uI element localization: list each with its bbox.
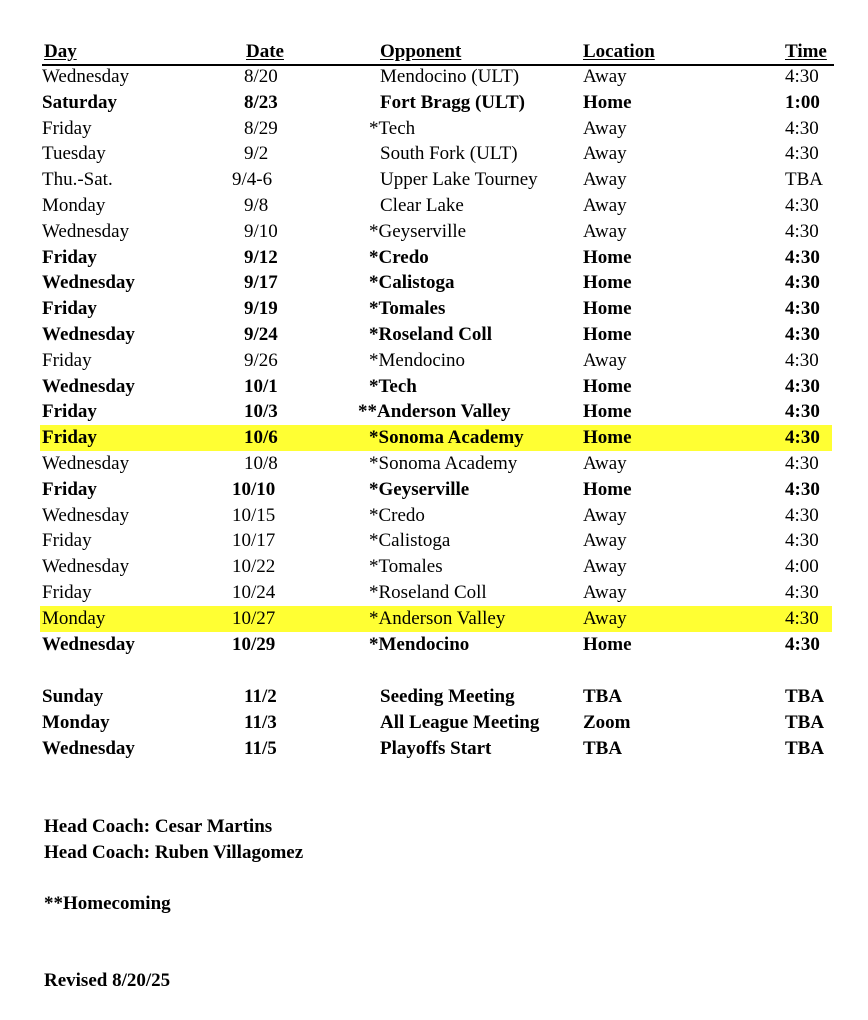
event-day: Sunday bbox=[42, 686, 104, 707]
game-location: Away bbox=[583, 66, 627, 87]
game-time: 4:30 bbox=[785, 117, 819, 139]
head-coach-2: Head Coach: Ruben Villagomez bbox=[44, 842, 304, 863]
game-day: Wednesday bbox=[42, 556, 130, 578]
game-location: Away bbox=[583, 220, 627, 242]
game-opponent: *Tomales bbox=[369, 556, 443, 578]
game-opponent: Clear Lake bbox=[380, 194, 464, 216]
game-time: TBA bbox=[785, 169, 823, 191]
game-opponent: *Credo bbox=[369, 504, 425, 526]
game-opponent: **Anderson Valley bbox=[358, 401, 511, 423]
game-location: Away bbox=[583, 349, 627, 371]
game-location: Home bbox=[583, 478, 632, 500]
game-location: Home bbox=[583, 91, 632, 113]
game-day: Wednesday bbox=[42, 633, 135, 655]
header-day: Day bbox=[44, 41, 77, 62]
game-opponent: *Mendocino bbox=[369, 633, 470, 655]
game-day: Wednesday bbox=[42, 452, 130, 474]
homecoming-note: **Homecoming bbox=[44, 893, 171, 914]
event-opponent: Playoffs Start bbox=[380, 737, 492, 759]
game-location: Home bbox=[583, 246, 632, 268]
game-row bbox=[40, 477, 832, 503]
event-location: TBA bbox=[583, 686, 623, 707]
game-opponent: Mendocino (ULT) bbox=[380, 66, 520, 87]
game-date: 9/19 bbox=[244, 298, 278, 320]
game-row bbox=[40, 141, 832, 167]
event-opponent: Seeding Meeting bbox=[380, 686, 515, 707]
game-time: 4:30 bbox=[785, 298, 820, 320]
game-row bbox=[40, 219, 832, 245]
game-day: Tuesday bbox=[42, 143, 106, 165]
game-row bbox=[40, 425, 832, 451]
game-row bbox=[40, 296, 832, 322]
game-date: 10/8 bbox=[244, 452, 278, 474]
game-date: 10/10 bbox=[232, 478, 276, 500]
schedule-header bbox=[42, 40, 834, 66]
game-time: 1:00 bbox=[785, 91, 820, 113]
game-day: Wednesday bbox=[42, 272, 135, 294]
game-day: Friday bbox=[42, 401, 97, 423]
game-opponent: *Roseland Coll bbox=[369, 581, 487, 603]
game-opponent: *Geyserville bbox=[369, 478, 470, 500]
game-date: 10/22 bbox=[232, 556, 276, 578]
game-location: Home bbox=[583, 633, 632, 655]
game-row bbox=[40, 116, 832, 142]
header-opponent: Opponent bbox=[380, 41, 462, 62]
game-day: Friday bbox=[42, 246, 97, 268]
game-location: Away bbox=[583, 143, 627, 165]
game-time: 4:30 bbox=[785, 504, 819, 526]
game-opponent: Upper Lake Tourney bbox=[380, 169, 538, 191]
event-date: 11/5 bbox=[244, 737, 277, 759]
game-row bbox=[40, 451, 832, 477]
event-time: TBA bbox=[785, 737, 825, 759]
game-day: Friday bbox=[42, 581, 92, 603]
event-opponent: All League Meeting bbox=[380, 711, 540, 733]
game-location: Home bbox=[583, 401, 632, 423]
game-time: 4:30 bbox=[785, 633, 820, 655]
game-opponent: *Tech bbox=[369, 375, 417, 397]
game-row bbox=[40, 245, 832, 271]
game-day: Friday bbox=[42, 478, 97, 500]
game-row bbox=[40, 348, 832, 374]
game-time: 4:30 bbox=[785, 323, 820, 345]
game-location: Away bbox=[583, 452, 627, 474]
game-opponent: *Mendocino bbox=[369, 349, 466, 371]
game-location: Away bbox=[583, 556, 627, 578]
game-day: Wednesday bbox=[42, 375, 135, 397]
game-date: 9/12 bbox=[244, 246, 278, 268]
game-row bbox=[40, 270, 832, 296]
event-location: Zoom bbox=[583, 711, 631, 733]
game-time: 4:30 bbox=[785, 66, 819, 87]
game-row bbox=[40, 554, 832, 580]
event-row bbox=[40, 710, 832, 736]
game-day: Monday bbox=[42, 194, 106, 216]
event-day: Monday bbox=[42, 711, 110, 733]
game-opponent: *Tech bbox=[369, 117, 416, 139]
game-day: Wednesday bbox=[42, 323, 135, 345]
game-row bbox=[40, 580, 832, 606]
game-time: 4:30 bbox=[785, 194, 819, 216]
game-location: Away bbox=[583, 530, 627, 552]
game-date: 10/24 bbox=[232, 581, 276, 603]
game-opponent: *Calistoga bbox=[369, 530, 451, 552]
game-opponent: Fort Bragg (ULT) bbox=[380, 91, 525, 113]
game-date: 9/10 bbox=[244, 220, 278, 242]
game-row bbox=[40, 374, 832, 400]
game-date: 9/17 bbox=[244, 272, 278, 294]
game-time: 4:30 bbox=[785, 478, 820, 500]
game-opponent: *Tomales bbox=[369, 298, 446, 320]
events-list bbox=[40, 684, 832, 761]
game-location: Away bbox=[583, 117, 627, 139]
game-opponent: *Sonoma Academy bbox=[369, 452, 518, 474]
game-time: 4:30 bbox=[785, 401, 820, 423]
game-location: Away bbox=[583, 169, 627, 191]
game-date: 9/4-6 bbox=[232, 169, 273, 191]
game-location: Home bbox=[583, 375, 632, 397]
game-location: Away bbox=[583, 504, 627, 526]
event-date: 11/3 bbox=[244, 711, 277, 733]
game-date: 9/26 bbox=[244, 349, 278, 371]
event-time: TBA bbox=[785, 711, 825, 733]
game-opponent: *Sonoma Academy bbox=[369, 427, 524, 449]
game-day: Monday bbox=[42, 607, 106, 629]
game-row bbox=[40, 399, 832, 425]
game-row bbox=[40, 632, 832, 658]
game-time: 4:30 bbox=[785, 530, 819, 552]
game-day: Wednesday bbox=[42, 504, 130, 526]
game-row bbox=[40, 90, 832, 116]
game-row bbox=[40, 64, 832, 90]
game-location: Home bbox=[583, 298, 632, 320]
event-location: TBA bbox=[583, 737, 623, 759]
game-opponent: *Calistoga bbox=[369, 272, 455, 294]
game-date: 10/6 bbox=[244, 427, 278, 449]
game-day: Friday bbox=[42, 427, 97, 449]
game-time: 4:00 bbox=[785, 556, 819, 578]
game-day: Saturday bbox=[42, 91, 117, 113]
game-day: Thu.-Sat. bbox=[42, 169, 113, 191]
event-time: TBA bbox=[785, 686, 825, 707]
game-date: 10/1 bbox=[244, 375, 278, 397]
game-day: Friday bbox=[42, 530, 92, 552]
game-date: 10/3 bbox=[244, 401, 278, 423]
game-time: 4:30 bbox=[785, 143, 819, 165]
game-date: 10/17 bbox=[232, 530, 276, 552]
game-location: Away bbox=[583, 607, 627, 629]
game-time: 4:30 bbox=[785, 375, 820, 397]
game-time: 4:30 bbox=[785, 220, 819, 242]
game-time: 4:30 bbox=[785, 272, 820, 294]
game-date: 9/24 bbox=[244, 323, 278, 345]
event-row bbox=[40, 684, 832, 710]
game-location: Home bbox=[583, 427, 632, 449]
event-day: Wednesday bbox=[42, 737, 135, 759]
game-time: 4:30 bbox=[785, 607, 819, 629]
header-location: Location bbox=[583, 41, 655, 62]
game-row bbox=[40, 606, 832, 632]
game-location: Home bbox=[583, 272, 632, 294]
head-coach-1: Head Coach: Cesar Martins bbox=[44, 816, 273, 837]
revised-date: Revised 8/20/25 bbox=[44, 970, 171, 991]
games-list bbox=[40, 64, 832, 657]
game-date: 9/2 bbox=[244, 143, 269, 165]
event-row bbox=[40, 736, 832, 762]
game-row bbox=[40, 322, 832, 348]
game-row bbox=[40, 503, 832, 529]
game-date: 9/8 bbox=[244, 194, 269, 216]
game-location: Home bbox=[583, 323, 632, 345]
game-time: 4:30 bbox=[785, 427, 820, 449]
game-location: Away bbox=[583, 581, 627, 603]
game-location: Away bbox=[583, 194, 627, 216]
game-day: Friday bbox=[42, 298, 97, 320]
game-opponent: *Credo bbox=[369, 246, 429, 268]
game-date: 8/29 bbox=[244, 117, 278, 139]
game-time: 4:30 bbox=[785, 349, 819, 371]
game-date: 8/20 bbox=[244, 66, 278, 87]
game-day: Friday bbox=[42, 349, 92, 371]
game-time: 4:30 bbox=[785, 452, 819, 474]
event-date: 11/2 bbox=[244, 686, 277, 707]
game-date: 10/29 bbox=[232, 633, 276, 655]
game-day: Wednesday bbox=[42, 220, 130, 242]
game-date: 10/27 bbox=[232, 607, 276, 629]
game-opponent: South Fork (ULT) bbox=[380, 143, 518, 165]
game-day: Friday bbox=[42, 117, 92, 139]
header-date: Date bbox=[246, 41, 284, 62]
game-day: Wednesday bbox=[42, 66, 130, 87]
game-row bbox=[40, 193, 832, 219]
game-opponent: *Anderson Valley bbox=[369, 607, 506, 629]
game-time: 4:30 bbox=[785, 581, 819, 603]
game-date: 10/15 bbox=[232, 504, 276, 526]
header-time: Time bbox=[785, 41, 827, 62]
game-time: 4:30 bbox=[785, 246, 820, 268]
game-row bbox=[40, 167, 832, 193]
game-date: 8/23 bbox=[244, 91, 278, 113]
game-opponent: *Geyserville bbox=[369, 220, 467, 242]
game-opponent: *Roseland Coll bbox=[369, 323, 492, 345]
game-row bbox=[40, 528, 832, 554]
